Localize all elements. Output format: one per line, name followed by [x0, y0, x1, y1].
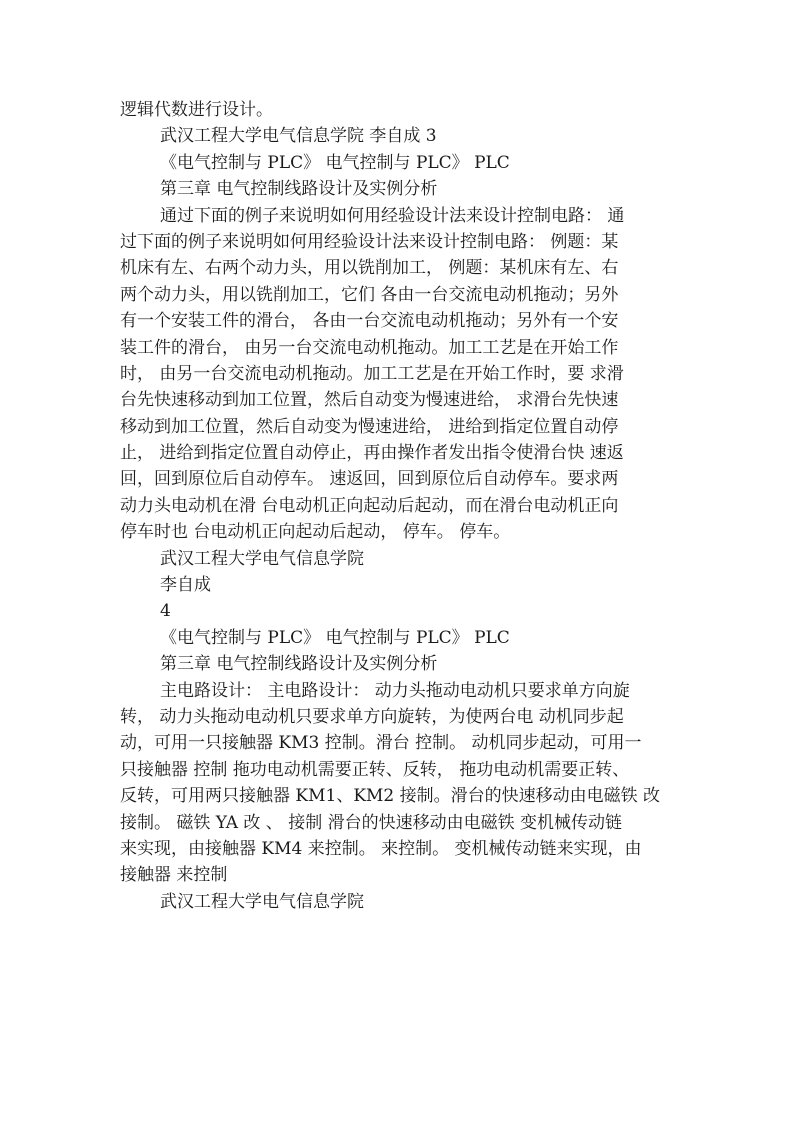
paragraph-line: 回，回到原位后自动停车。 速返回，回到原位后自动停车。要求两 — [120, 469, 619, 490]
paragraph-line: 装工件的滑台， 由另一台交流电动机拖动。加工工艺是在开始工作 — [120, 337, 619, 358]
paragraph-line: 过下面的例子来说明如何用经验设计法来设计控制电路： 例题：某 — [120, 231, 619, 252]
slide-header-line: 《电气控制与 PLC》 电气控制与 PLC》 PLC — [160, 627, 510, 648]
paragraph-line: 移动到加工位置，然后自动变为慢速进给， 进给到指定位置自动停 — [120, 416, 619, 437]
paragraph-line: 接制。 磁铁 YA 改 、 接制 滑台的快速移动由电磁铁 变机械传动链 — [120, 812, 623, 833]
paragraph-line: 台先快速移动到加工位置，然后自动变为慢速进给， 求滑台先快速 — [120, 390, 619, 411]
text-fragment: 逻辑代数进行设计。 — [120, 100, 273, 120]
slide-header-line: 武汉工程大学电气信息学院 李自成 3 — [160, 126, 437, 147]
page-content — [120, 97, 680, 915]
paragraph-line: 两个动力头，用以铣削加工，它们 各由一台交流电动机拖动；另外 — [120, 284, 619, 305]
paragraph-line: 来实现，由接触器 KM4 来控制。 来控制。 变机械传动链来实现，由 — [120, 838, 642, 859]
chapter-title: 第三章 电气控制线路设计及实例分析 — [160, 654, 438, 675]
paragraph — [120, 678, 680, 889]
paragraph-line: 停车时也 台电动机正向起动后起动， 停车。 停车。 — [120, 522, 511, 543]
slide-number: 4 — [160, 601, 171, 622]
paragraph-line: 动力头电动机在滑 台电动机正向起动后起动，而在滑台电动机正向 — [120, 495, 619, 516]
paragraph-line: 接触器 来控制 — [120, 865, 228, 886]
paragraph-line: 时， 由另一台交流电动机拖动。加工工艺是在开始工作时，要 求滑 — [120, 363, 624, 384]
paragraph-line: 机床有左、右两个动力头，用以铣削加工， 例题：某机床有左、右 — [120, 258, 619, 279]
paragraph-line: 主电路设计： 主电路设计： 动力头拖动电动机只要求单方向旋 — [160, 680, 630, 701]
paragraph-line: 有一个安装工件的滑台， 各由一台交流电动机拖动；另外有一个安 — [120, 311, 619, 332]
footer-institution: 武汉工程大学电气信息学院 — [160, 891, 364, 912]
paragraph-line: 转， 动力头拖动电动机只要求单方向旋转，为使两台电 动机同步起 — [120, 706, 624, 727]
slide-header-line: 武汉工程大学电气信息学院 — [160, 548, 364, 569]
slide-header-line: 《电气控制与 PLC》 电气控制与 PLC》 PLC — [160, 152, 510, 173]
paragraph-line: 止， 进给到指定位置自动停止，再由操作者发出指令使滑台快 速返 — [120, 443, 624, 464]
paragraph-line: 只接触器 控制 拖功电动机需要正转、反转， 拖功电动机需要正转、 — [120, 759, 630, 780]
paragraph-line: 动，可用一只接触器 KM3 控制。滑台 控制。 动机同步起动，可用一 — [120, 733, 642, 754]
paragraph — [120, 203, 680, 546]
chapter-title: 第三章 电气控制线路设计及实例分析 — [160, 179, 438, 200]
paragraph-line: 通过下面的例子来说明如何用经验设计法来设计控制电路： 通 — [160, 205, 625, 226]
author-name: 李自成 — [160, 575, 211, 596]
paragraph-line: 反转，可用两只接触器 KM1、KM2 接制。滑台的快速移动由电磁铁 改 — [120, 786, 661, 807]
